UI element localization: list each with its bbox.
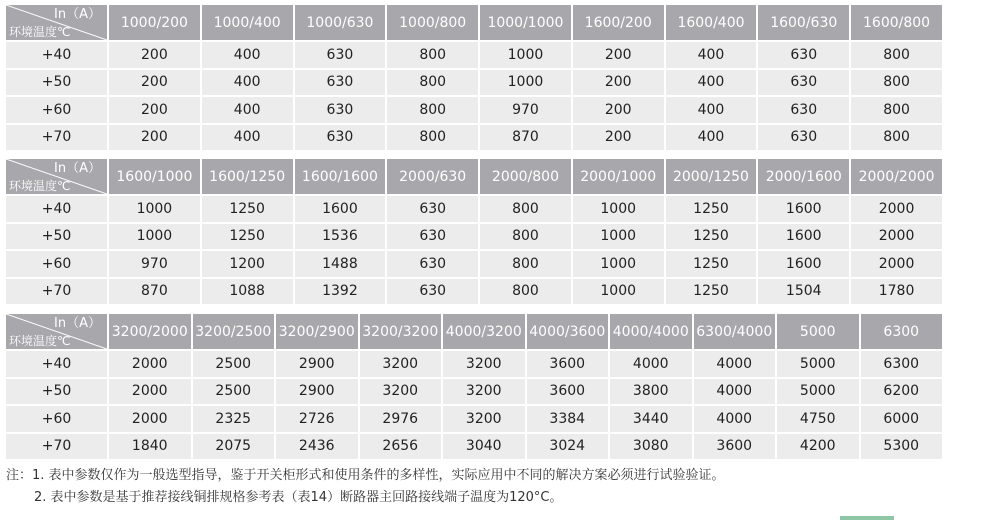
table-row <box>6 406 942 432</box>
table-cell: 800 <box>480 224 571 250</box>
footnote-2: 2. 表中参数是基于推荐接线铜排规格参考表（表14）断路器主回路接线端子温度为120°C。 <box>34 490 563 505</box>
table-row <box>6 97 942 123</box>
table-cell: 800 <box>851 97 942 123</box>
table-cell: 630 <box>387 224 478 250</box>
table-cell: 2436 <box>276 434 358 460</box>
column-header: 4000/3600 <box>527 314 609 349</box>
table-cell: 1250 <box>666 224 757 250</box>
table-cell: 1392 <box>295 279 386 305</box>
column-header: 2000/1600 <box>758 159 849 194</box>
table-cell: 2325 <box>193 406 275 432</box>
table-cell: 400 <box>666 42 757 68</box>
row-temp-label: +40 <box>6 351 107 377</box>
table-cell: 200 <box>573 42 664 68</box>
table-cell: 2000 <box>109 351 191 377</box>
table-cell: 3200 <box>443 379 525 405</box>
table-cell: 800 <box>480 196 571 222</box>
row-temp-label: +60 <box>6 251 107 277</box>
table-cell: 2075 <box>193 434 275 460</box>
table-cell: 200 <box>109 42 200 68</box>
table-cell: 3200 <box>360 351 442 377</box>
table-cell: 3600 <box>694 434 776 460</box>
column-header: 1600/800 <box>851 5 942 40</box>
table-cell: 800 <box>480 279 571 305</box>
table-body <box>6 42 942 150</box>
column-header: 3200/2500 <box>193 314 275 349</box>
column-header: 4000/3200 <box>443 314 525 349</box>
table-cell: 2900 <box>276 351 358 377</box>
table-cell: 970 <box>480 97 571 123</box>
table-cell: 1600 <box>758 251 849 277</box>
table-row <box>6 125 942 151</box>
table-cell: 1250 <box>202 224 293 250</box>
table-body <box>6 351 942 459</box>
table-cell: 400 <box>666 125 757 151</box>
table-cell: 970 <box>109 251 200 277</box>
column-header: 1000/400 <box>202 5 293 40</box>
table-cell: 870 <box>109 279 200 305</box>
footnote-1: 注：1. 表中参数仅作为一般选型指导，鉴于开关柜形式和使用条件的多样性，实际应用中不同的解决方案必须进行试验验证。 <box>6 468 725 483</box>
column-header: 2000/800 <box>480 159 571 194</box>
table-cell: 630 <box>758 97 849 123</box>
table-cell: 630 <box>758 70 849 96</box>
corner-temp-label: 环境温度℃ <box>9 179 71 193</box>
table-cell: 1250 <box>202 196 293 222</box>
table-cell: 630 <box>295 42 386 68</box>
column-header: 1600/400 <box>666 5 757 40</box>
rating-table-1 <box>4 3 944 152</box>
table-row <box>6 279 942 305</box>
table-cell: 1250 <box>666 279 757 305</box>
table-cell: 5000 <box>777 351 859 377</box>
table-row <box>6 70 942 96</box>
table-row <box>6 251 942 277</box>
column-header: 1600/630 <box>758 5 849 40</box>
corner-unit-label: In（A） <box>54 7 101 22</box>
table-cell: 2000 <box>109 406 191 432</box>
table-cell: 1088 <box>202 279 293 305</box>
header-row <box>6 159 942 194</box>
column-header: 1600/1000 <box>109 159 200 194</box>
table-cell: 3080 <box>610 434 692 460</box>
table-cell: 5300 <box>861 434 943 460</box>
column-header: 3200/2000 <box>109 314 191 349</box>
table-cell: 6200 <box>861 379 943 405</box>
table-cell: 630 <box>295 125 386 151</box>
table-cell: 800 <box>851 125 942 151</box>
table-cell: 1000 <box>480 70 571 96</box>
table-cell: 630 <box>758 125 849 151</box>
table-cell: 800 <box>851 42 942 68</box>
table-cell: 2900 <box>276 379 358 405</box>
table-cell: 630 <box>387 279 478 305</box>
table-cell: 3200 <box>360 379 442 405</box>
table-cell: 800 <box>387 97 478 123</box>
table-cell: 400 <box>202 70 293 96</box>
row-temp-label: +70 <box>6 434 107 460</box>
header-row <box>6 314 942 349</box>
table-cell: 200 <box>109 70 200 96</box>
table-cell: 1000 <box>573 279 664 305</box>
table-cell: 400 <box>666 70 757 96</box>
table-cell: 630 <box>387 196 478 222</box>
table-cell: 800 <box>851 70 942 96</box>
table-cell: 200 <box>109 125 200 151</box>
column-header: 3200/2900 <box>276 314 358 349</box>
column-header: 1600/200 <box>573 5 664 40</box>
corner-unit-label: In（A） <box>54 316 101 331</box>
table-cell: 2726 <box>276 406 358 432</box>
table-cell: 200 <box>573 97 664 123</box>
table-header <box>6 159 942 194</box>
footnotes <box>6 465 725 509</box>
table-row <box>6 224 942 250</box>
column-header: 1000/630 <box>295 5 386 40</box>
table-cell: 1600 <box>295 196 386 222</box>
table-cell: 3040 <box>443 434 525 460</box>
table-cell: 800 <box>480 251 571 277</box>
table-cell: 1840 <box>109 434 191 460</box>
table-row <box>6 434 942 460</box>
column-header: 1600/1250 <box>202 159 293 194</box>
column-header: 5000 <box>777 314 859 349</box>
table-cell: 6300 <box>861 351 943 377</box>
table-header <box>6 5 942 40</box>
table-cell: 870 <box>480 125 571 151</box>
table-cell: 800 <box>387 42 478 68</box>
table-cell: 1600 <box>758 196 849 222</box>
column-header: 3200/3200 <box>360 314 442 349</box>
table-cell: 3200 <box>443 351 525 377</box>
table-cell: 1000 <box>480 42 571 68</box>
row-temp-label: +40 <box>6 196 107 222</box>
table-cell: 2976 <box>360 406 442 432</box>
table-cell: 400 <box>202 125 293 151</box>
table-cell: 2000 <box>851 196 942 222</box>
table-cell: 630 <box>387 251 478 277</box>
column-header: 1000/200 <box>109 5 200 40</box>
table-cell: 1000 <box>573 251 664 277</box>
header-row <box>6 5 942 40</box>
table-cell: 1000 <box>109 196 200 222</box>
table-cell: 630 <box>295 97 386 123</box>
table-cell: 1000 <box>573 196 664 222</box>
column-header: 1000/1000 <box>480 5 571 40</box>
table-cell: 3024 <box>527 434 609 460</box>
table-cell: 2500 <box>193 379 275 405</box>
corner-unit-label: In（A） <box>54 161 101 176</box>
table-cell: 3440 <box>610 406 692 432</box>
row-temp-label: +50 <box>6 379 107 405</box>
table-row <box>6 351 942 377</box>
column-header: 6300/4000 <box>694 314 776 349</box>
row-temp-label: +60 <box>6 406 107 432</box>
table-cell: 1250 <box>666 196 757 222</box>
table-cell: 800 <box>387 125 478 151</box>
table-cell: 1000 <box>573 224 664 250</box>
column-header: 2000/1000 <box>573 159 664 194</box>
column-header: 1600/1600 <box>295 159 386 194</box>
table-cell: 4000 <box>694 379 776 405</box>
table-cell: 630 <box>758 42 849 68</box>
table-cell: 1504 <box>758 279 849 305</box>
table-cell: 1780 <box>851 279 942 305</box>
row-temp-label: +50 <box>6 224 107 250</box>
table-cell: 2000 <box>851 224 942 250</box>
table-cell: 2000 <box>851 251 942 277</box>
table-cell: 5000 <box>777 379 859 405</box>
table-cell: 4200 <box>777 434 859 460</box>
table-cell: 400 <box>202 97 293 123</box>
table-cell: 1488 <box>295 251 386 277</box>
table-cell: 4000 <box>694 351 776 377</box>
column-header: 2000/630 <box>387 159 478 194</box>
table-header <box>6 314 942 349</box>
table-cell: 1536 <box>295 224 386 250</box>
column-header: 6300 <box>861 314 943 349</box>
table-cell: 2500 <box>193 351 275 377</box>
table-cell: 800 <box>387 70 478 96</box>
row-temp-label: +70 <box>6 125 107 151</box>
table-cell: 2000 <box>109 379 191 405</box>
column-header: 4000/4000 <box>610 314 692 349</box>
table-cell: 4000 <box>694 406 776 432</box>
column-header: 2000/2000 <box>851 159 942 194</box>
table-cell: 3600 <box>527 351 609 377</box>
decorative-bar <box>840 516 894 520</box>
column-header: 1000/800 <box>387 5 478 40</box>
table-cell: 1250 <box>666 251 757 277</box>
table-cell: 1600 <box>758 224 849 250</box>
corner-cell <box>6 5 107 40</box>
table-row <box>6 42 942 68</box>
table-cell: 3384 <box>527 406 609 432</box>
table-cell: 630 <box>295 70 386 96</box>
corner-cell <box>6 314 107 349</box>
table-cell: 2656 <box>360 434 442 460</box>
table-cell: 3200 <box>443 406 525 432</box>
rating-table-2 <box>4 157 944 306</box>
table-cell: 200 <box>573 70 664 96</box>
row-temp-label: +50 <box>6 70 107 96</box>
row-temp-label: +40 <box>6 42 107 68</box>
table-cell: 1000 <box>109 224 200 250</box>
table-cell: 3600 <box>527 379 609 405</box>
row-temp-label: +70 <box>6 279 107 305</box>
table-cell: 400 <box>666 97 757 123</box>
table-cell: 400 <box>202 42 293 68</box>
column-header: 2000/1250 <box>666 159 757 194</box>
table-cell: 6000 <box>861 406 943 432</box>
table-cell: 1200 <box>202 251 293 277</box>
corner-temp-label: 环境温度℃ <box>9 334 71 348</box>
table-cell: 4750 <box>777 406 859 432</box>
row-temp-label: +60 <box>6 97 107 123</box>
table-cell: 200 <box>573 125 664 151</box>
table-row <box>6 379 942 405</box>
table-cell: 200 <box>109 97 200 123</box>
table-cell: 4000 <box>610 351 692 377</box>
rating-table-3 <box>4 312 944 461</box>
table-cell: 3800 <box>610 379 692 405</box>
corner-temp-label: 环境温度℃ <box>9 25 71 39</box>
table-row <box>6 196 942 222</box>
corner-cell <box>6 159 107 194</box>
table-body <box>6 196 942 304</box>
